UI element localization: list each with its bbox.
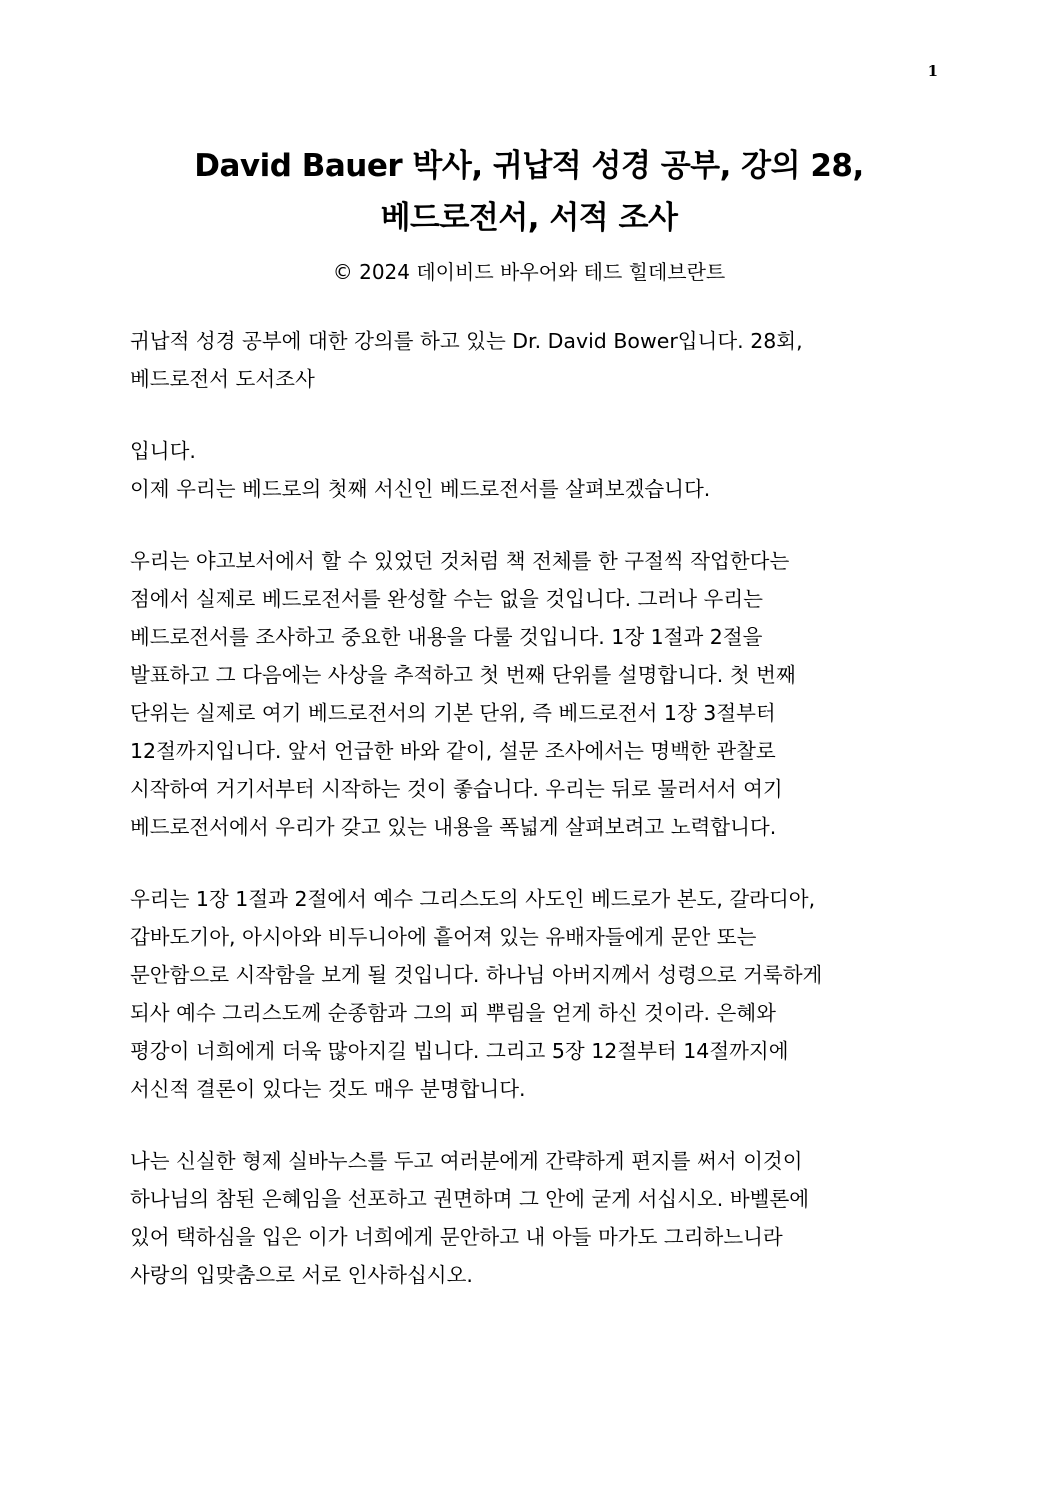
- text-line: 이제 우리는 베드로의 첫째 서신인 베드로전서를 살펴보겠습니다.: [130, 477, 711, 501]
- text-line: 문안함으로 시작함을 보게 될 것입니다. 하나님 아버지께서 성령으로 거룩하게: [130, 963, 823, 987]
- text-line: 베드로전서를 조사하고 중요한 내용을 다룰 것입니다. 1장 1절과 2절을: [130, 625, 763, 649]
- text-line: 입니다.: [130, 439, 196, 463]
- text-line: 평강이 너희에게 더욱 많아지길 빕니다. 그리고 5장 12절부터 14절까지에: [130, 1039, 789, 1063]
- paragraph-greeting: [130, 880, 930, 1108]
- text-line: 발표하고 그 다음에는 사상을 추적하고 첫 번째 단위를 설명합니다. 첫 번째: [130, 663, 796, 687]
- copyright-notice: © 2024 데이비드 바우어와 테드 힐데브란트: [332, 260, 726, 284]
- paragraph-conclusion: [130, 1142, 930, 1294]
- text-line: 점에서 실제로 베드로전서를 완성할 수는 없을 것입니다. 그러나 우리는: [130, 587, 763, 611]
- document-body: [130, 322, 930, 1294]
- paragraph-intro-continued: [130, 432, 930, 470]
- paragraph-intro: [130, 322, 930, 398]
- text-line: 베드로전서 도서조사: [130, 367, 315, 391]
- text-line: 단위는 실제로 여기 베드로전서의 기본 단위, 즉 베드로전서 1장 3절부터: [130, 701, 776, 725]
- paragraph-survey: [130, 542, 930, 846]
- text-line: 서신적 결론이 있다는 것도 매우 분명합니다.: [130, 1077, 526, 1101]
- text-line: 있어 택하심을 입은 이가 너희에게 문안하고 내 아들 마가도 그리하느니라: [130, 1225, 783, 1249]
- title-line-2: 베드로전서, 서적 조사: [380, 200, 678, 236]
- page-number: 1: [927, 62, 938, 80]
- text-line: 우리는 1장 1절과 2절에서 예수 그리스도의 사도인 베드로가 본도, 갈라디아,: [130, 887, 816, 911]
- text-line: 베드로전서에서 우리가 갖고 있는 내용을 폭넓게 살펴보려고 노력합니다.: [130, 815, 777, 839]
- text-line: 하나님의 참된 은혜임을 선포하고 권면하며 그 안에 굳게 서십시오. 바벨론에: [130, 1187, 810, 1211]
- text-line: 귀납적 성경 공부에 대한 강의를 하고 있는 Dr. David Bower입니다. 28회,: [130, 329, 803, 353]
- text-line: 우리는 야고보서에서 할 수 있었던 것처럼 책 전체를 한 구절씩 작업한다는: [130, 549, 790, 573]
- text-line: 나는 신실한 형제 실바누스를 두고 여러분에게 간략하게 편지를 써서 이것이: [130, 1149, 803, 1173]
- document-title: [0, 140, 1058, 244]
- paragraph-overview: [130, 470, 930, 508]
- text-line: 갑바도기아, 아시아와 비두니아에 흩어져 있는 유배자들에게 문안 또는: [130, 925, 757, 949]
- text-line: 12절까지입니다. 앞서 언급한 바와 같이, 설문 조사에서는 명백한 관찰로: [130, 739, 776, 763]
- text-line: 되사 예수 그리스도께 순종함과 그의 피 뿌림을 얻게 하신 것이라. 은혜와: [130, 1001, 776, 1025]
- text-line: 시작하여 거기서부터 시작하는 것이 좋습니다. 우리는 뒤로 물러서서 여기: [130, 777, 783, 801]
- text-line: 사랑의 입맞춤으로 서로 인사하십시오.: [130, 1263, 473, 1287]
- title-line-1: David Bauer 박사, 귀납적 성경 공부, 강의 28,: [194, 148, 864, 184]
